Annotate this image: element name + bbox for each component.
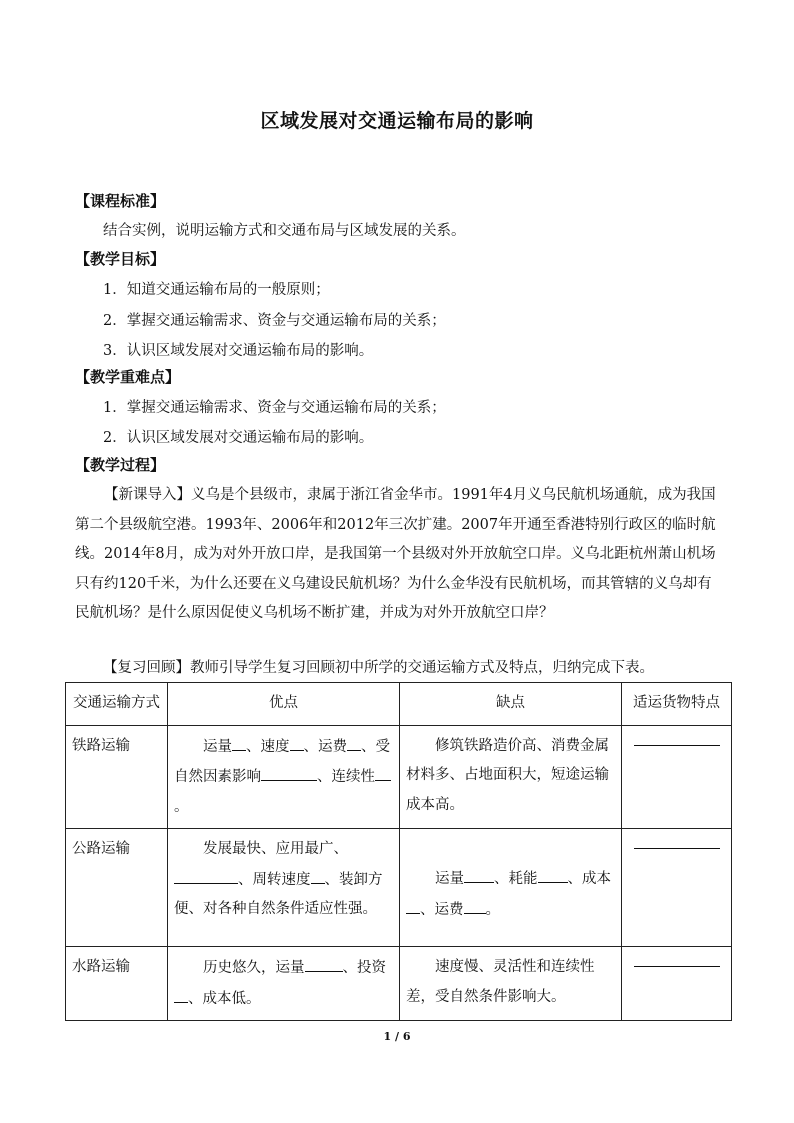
key-points-heading: 【教学重难点】 (75, 368, 181, 386)
table-header-row (66, 683, 732, 726)
fill-blank[interactable] (174, 984, 188, 1003)
table-row (66, 947, 732, 1021)
mode-cell: 铁路运输 (66, 725, 168, 829)
cargo-cell (622, 829, 732, 947)
review-tag: 【复习回顾】 (103, 660, 190, 676)
header-cell-mode: 交通运输方式 (66, 683, 168, 726)
review-text: 教师引导学生复习回顾初中所学的交通运输方式及特点，归纳完成下表。 (190, 660, 654, 676)
cons-text: 。 (485, 901, 500, 918)
answer-blank[interactable] (634, 966, 720, 967)
intro-text: 义乌是个县级市，隶属于浙江省金华市。1991年4月义乌民航机场通航，成为我国第二个县级航空港。1993年、2006年和2012年三次扩建。2007年开通至香港特别行政区的临时航线。2014年8月，成为对外开放口岸，是我国第一个县级对外开放航空口岸。义乌北距杭州萧山机场只有约120千米，为什么还要在义乌建设民航机场？为什么金华没有民航机场，而其管辖的义乌却有民航机场？是什么原因促使义乌机场不断扩建，并成为对外开放航空口岸？ (75, 487, 716, 621)
fill-blank[interactable] (538, 864, 568, 883)
cons-cell: 修筑铁路造价高、消费金属材料多、占地面积大，短途运输成本高。 (400, 725, 622, 829)
process-heading: 【教学过程】 (75, 456, 166, 474)
goal-item: 2．掌握交通运输需求、资金与交通运输布局的关系； (103, 313, 446, 329)
goal-item: 3．认识区域发展对交通运输布局的影响。 (103, 343, 374, 359)
pros-text: 历史悠久，运量 (203, 960, 305, 976)
fill-blank[interactable] (347, 732, 361, 751)
mode-cell: 公路运输 (66, 829, 168, 947)
intro-paragraph (75, 481, 725, 629)
cons-text: 、耗能 (494, 871, 538, 887)
pros-cell (168, 725, 400, 829)
mode-cell: 水路运输 (66, 947, 168, 1021)
pros-text: 、装卸方便、对各种自然条件适应性强。 (174, 871, 383, 917)
header-cell-pros: 优点 (168, 683, 400, 726)
pros-text: 、投资 (342, 960, 386, 976)
fill-blank[interactable] (375, 762, 391, 781)
page-number: 1 / 6 (383, 1030, 411, 1043)
curriculum-text: 结合实例，说明运输方式和交通布局与区域发展的关系。 (103, 223, 466, 239)
key-point-item: 1．掌握交通运输需求、资金与交通运输布局的关系； (103, 400, 446, 416)
review-paragraph (103, 656, 654, 677)
pros-text: 发展最快、应用最广、 (203, 841, 348, 857)
goals-heading: 【教学目标】 (75, 250, 166, 268)
fill-blank[interactable] (406, 895, 420, 914)
fill-blank[interactable] (464, 864, 494, 883)
cons-cell (400, 829, 622, 947)
pros-text: 。 (174, 798, 189, 815)
fill-blank[interactable] (290, 732, 304, 751)
cargo-cell (622, 725, 732, 829)
cons-text: 、运费 (420, 901, 464, 918)
cargo-cell (622, 947, 732, 1021)
key-point-item: 2．认识区域发展对交通运输布局的影响。 (103, 430, 374, 446)
cons-cell: 速度慢、灵活性和连续性差，受自然条件影响大。 (400, 947, 622, 1021)
fill-blank[interactable] (305, 953, 343, 972)
pros-text: 、运费 (303, 738, 347, 755)
header-cell-cons: 缺点 (400, 683, 622, 726)
pros-text: 、连续性 (317, 769, 375, 785)
curriculum-heading: 【课程标准】 (75, 192, 166, 210)
intro-tag: 【新课导入】 (104, 487, 191, 503)
pros-text: 、成本低。 (188, 990, 261, 1007)
pros-text: 、速度 (246, 738, 290, 755)
goal-item: 1．知道交通运输布局的一般原则； (103, 282, 330, 298)
pros-text: 、受自然因素影响 (174, 738, 390, 785)
fill-blank[interactable] (464, 895, 486, 914)
table-row (66, 725, 732, 829)
pros-text: 运量 (203, 738, 232, 755)
answer-blank[interactable] (634, 848, 720, 849)
fill-blank[interactable] (261, 762, 317, 781)
fill-blank[interactable] (174, 865, 238, 884)
pros-text: 、周转速度 (238, 871, 311, 888)
header-cell-cargo: 适运货物特点 (622, 683, 732, 726)
answer-blank[interactable] (634, 745, 720, 746)
fill-blank[interactable] (232, 732, 246, 751)
cons-text: 、成本 (567, 871, 611, 887)
transport-comparison-table (65, 682, 732, 1021)
table-row (66, 829, 732, 947)
fill-blank[interactable] (311, 865, 325, 884)
cons-text: 运量 (435, 871, 464, 887)
pros-cell (168, 829, 400, 947)
pros-cell (168, 947, 400, 1021)
page-title: 区域发展对交通运输布局的影响 (260, 110, 534, 132)
